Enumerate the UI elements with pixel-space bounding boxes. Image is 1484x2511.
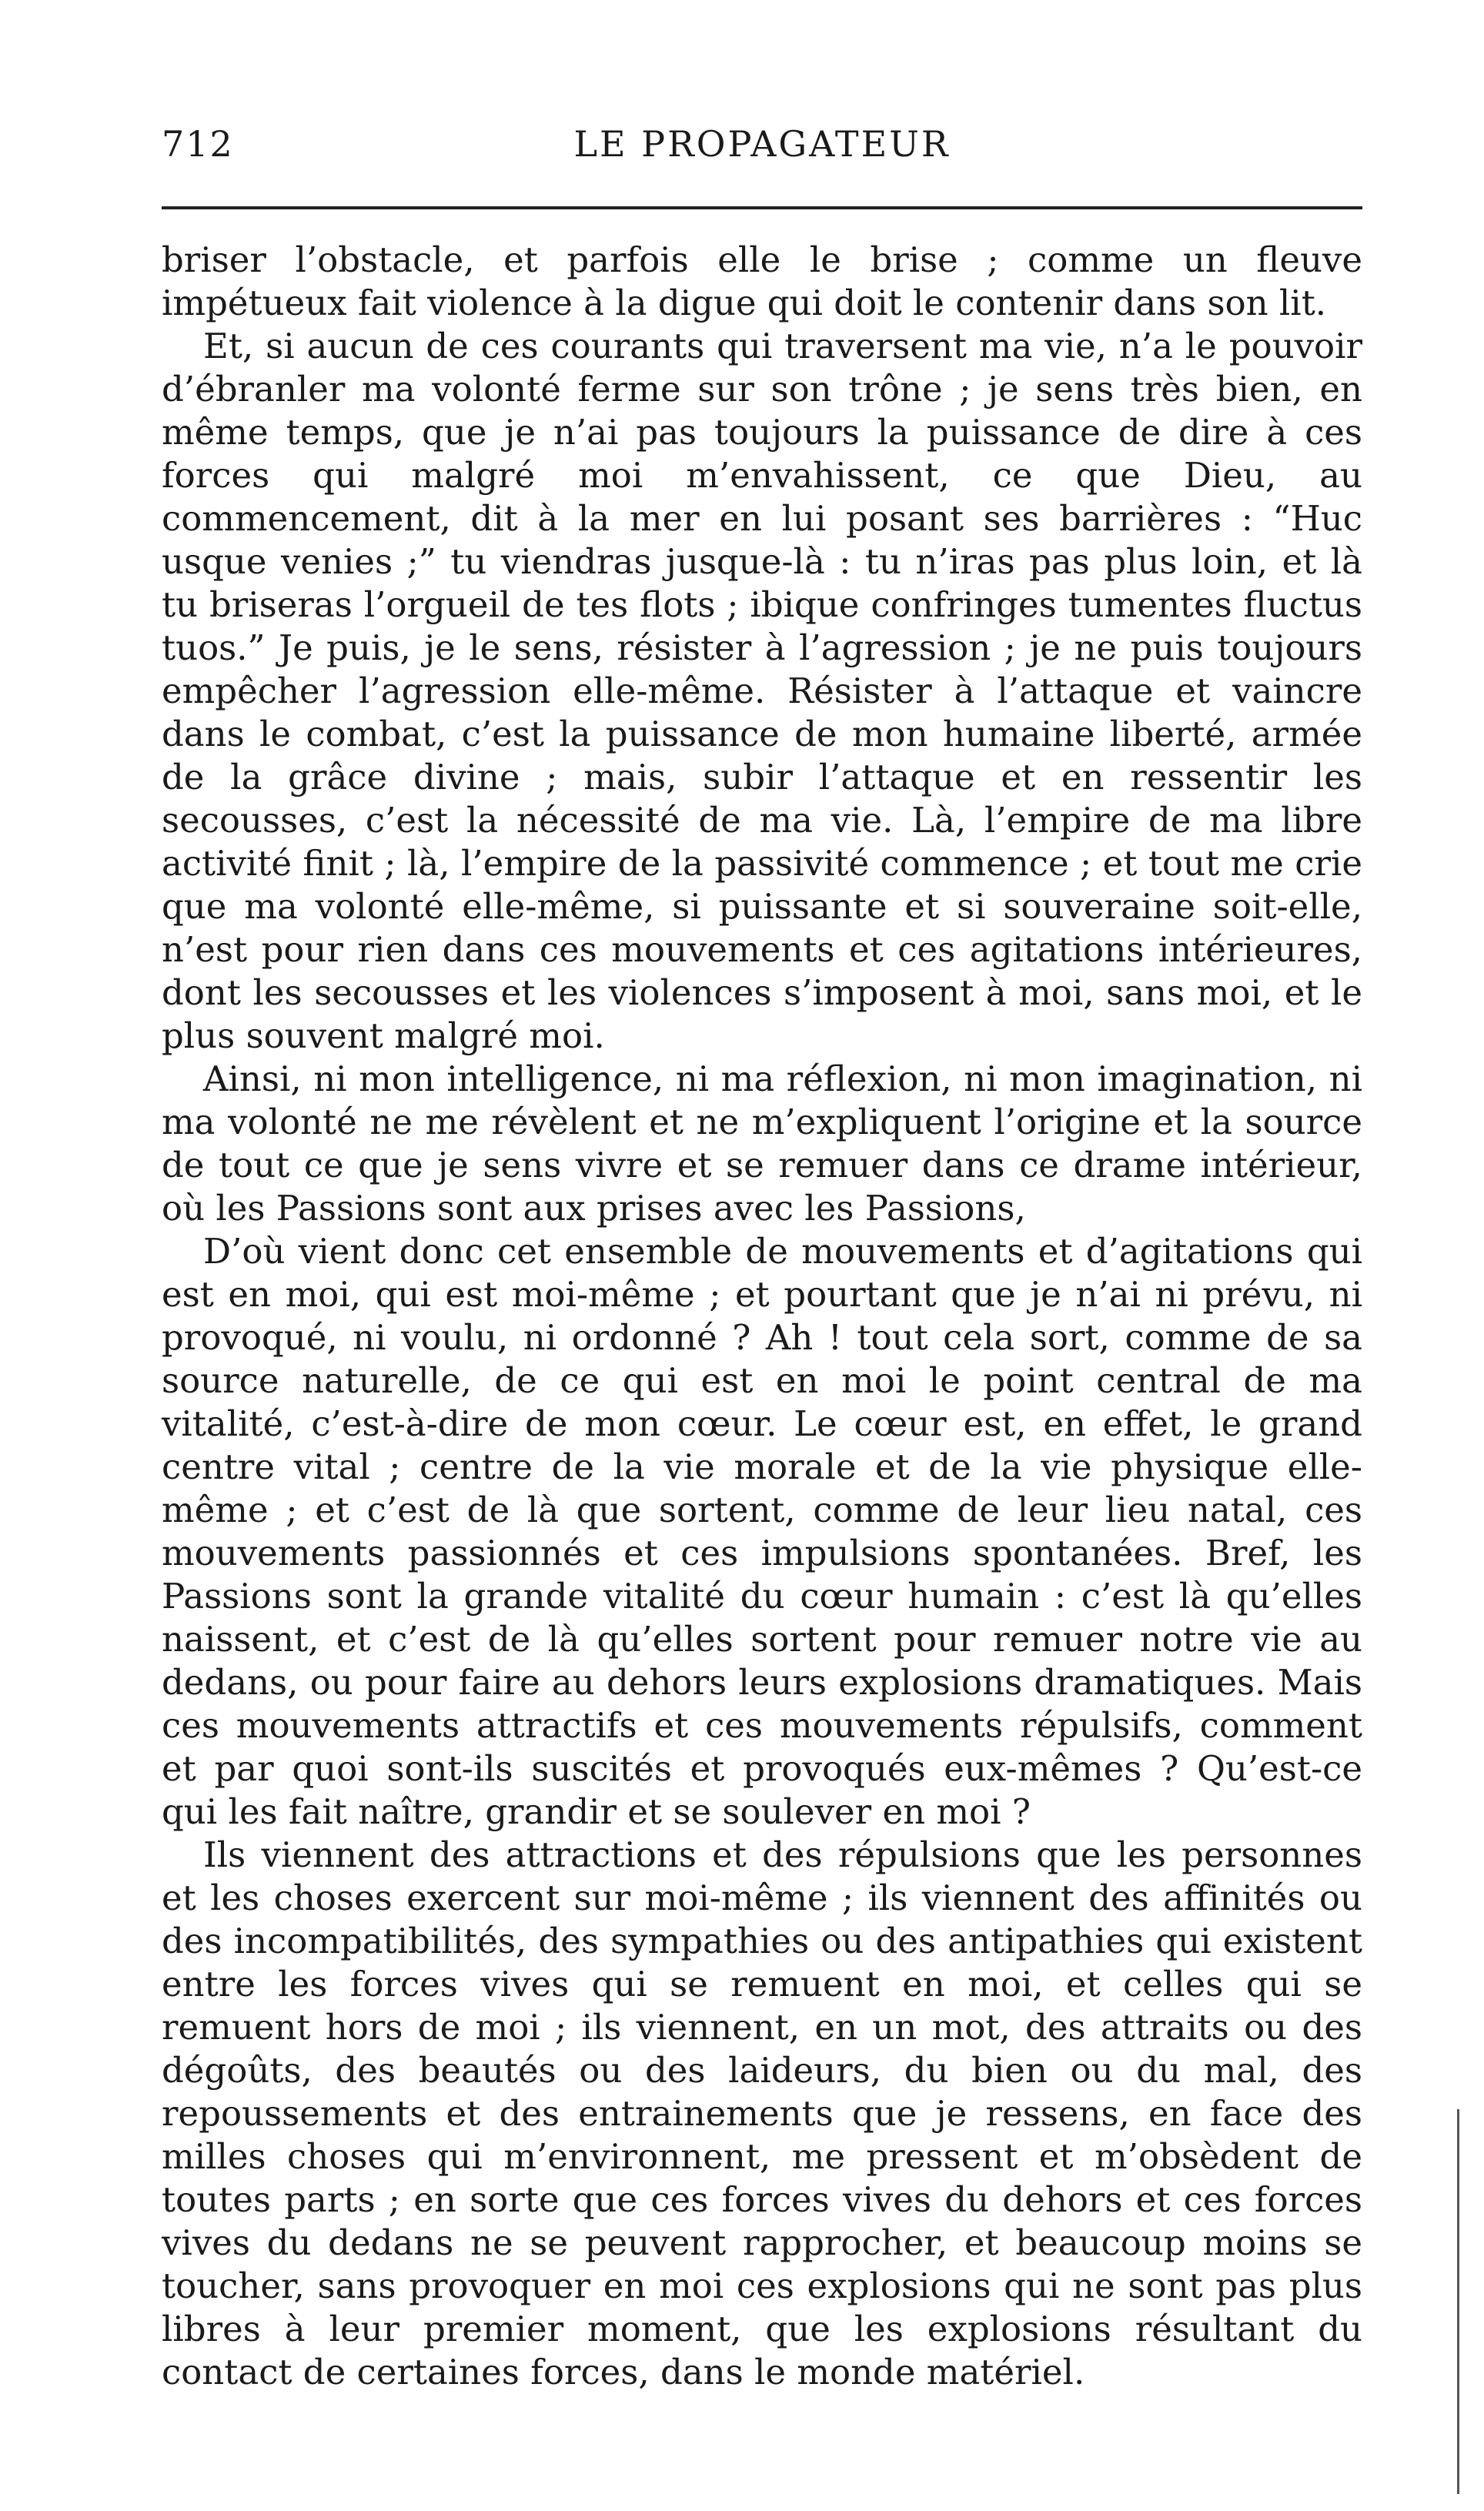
header-rule	[162, 206, 1362, 209]
paragraph: Et, si aucun de ces courants qui traversent ma vie, n’a le pouvoir d’ébranler ma volonté ferme sur son trône ; je sens très bien, en même temps, que je n’ai pas toujours la puissance de dire à ces forces qui malgré moi m’envahissent, ce que Dieu, au commencement, dit à la mer en lui posant ses barrières : “Huc usque venies ;” tu viendras jusque-là : tu n’iras pas plus loin, et là tu briseras l’orgueil de tes flots ; ibique confringes tumentes fluctus tuos.” Je puis, je le sens, résister à l’agression ; je ne puis toujours empêcher l’agression elle-même. Résister à l’attaque et vaincre dans le combat, c’est la puissance de mon humaine liberté, armée de la grâce divine ; mais, subir l’attaque et en ressentir les secousses, c’est la nécessité de ma vie. Là, l’empire de ma libre activité finit ; là, l’empire de la passivité commence ; et tout me crie que ma volonté elle-même, si puissante et si souveraine soit-elle, n’est pour rien dans ces mouvements et ces agitations intérieures, dont les secousses et les violences s’imposent à moi, sans moi, et le plus souvent malgré moi.	[162, 326, 1362, 1056]
paragraph: Ainsi, ni mon intelligence, ni ma réflexion, ni mon imagination, ni ma volonté ne me révèlent et ne m’expliquent l’origine et la source de tout ce que je sens vivre et se remuer dans ce drame intérieur, où les Passions sont aux prises avec les Passions,	[162, 1058, 1362, 1229]
paragraph: Ils viennent des attractions et des répulsions que les personnes et les choses exercent sur moi-même ; ils viennent des affinités ou des incompatibilités, des sympathies ou des antipathies qui existent entre les forces vives qui se remuent en moi, et celles qui se remuent hors de moi ; ils viennent, en un mot, des attraits ou des dégoûts, des beautés ou des laideurs, du bien ou du mal, des repoussements et des entrainements que je ressens, en face des milles choses qui m’environnent, me pressent et m’obsèdent de toutes parts ; en sorte que ces forces vives du dehors et ces forces vives du dedans ne se peuvent rapprocher, et beaucoup moins se toucher, sans provoquer en moi ces explosions qui ne sont pas plus libres à leur premier moment, que les explosions résultant du contact de certaines forces, dans le monde matériel.	[162, 1834, 1362, 2392]
paragraph: briser l’obstacle, et parfois elle le brise ; comme un fleuve impétueux fait violence à la digue qui doit le contenir dans son lit.	[162, 239, 1362, 323]
scan-edge-mark	[1457, 2109, 1459, 2494]
paragraph: D’où vient donc cet ensemble de mouvements et d’agitations qui est en moi, qui est moi-même ; et pourtant que je n’ai ni prévu, ni provoqué, ni voulu, ni ordonné ? Ah ! tout cela sort, comme de sa source naturelle, de ce qui est en moi le point central de ma vitalité, c’est-à-dire de mon cœur. Le cœur est, en effet, le grand centre vital ; centre de la vie morale et de la vie physique elle-même ; et c’est de là que sortent, comme de leur lieu natal, ces mouvements passionnés et ces impulsions spontanées. Bref, les Passions sont la grande vitalité du cœur humain : c’est là qu’elles naissent, et c’est de là qu’elles sortent pour remuer notre vie au dedans, ou pour faire au dehors leurs explosions dramatiques. Mais ces mouvements attractifs et ces mouvements répulsifs, comment et par quoi sont-ils suscités et provoqués eux-mêmes ? Qu’est-ce qui les fait naître, grandir et se soulever en moi ?	[162, 1231, 1362, 1832]
page-header	[162, 123, 1362, 177]
body-text	[162, 239, 1362, 2394]
page-number: 712	[162, 123, 234, 165]
running-title: LE PROPAGATEUR	[573, 123, 951, 165]
